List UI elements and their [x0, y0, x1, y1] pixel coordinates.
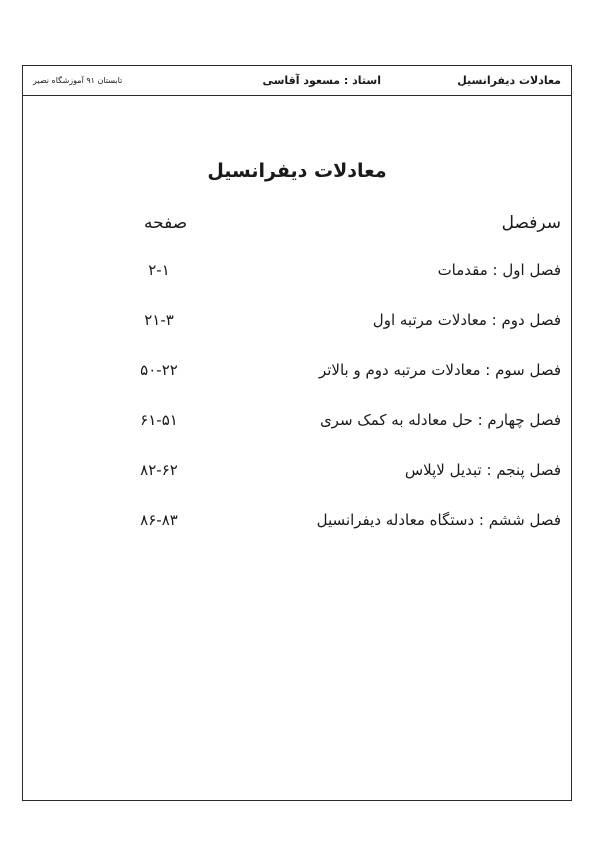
toc-page-range: ۸۲-۶۲	[140, 461, 178, 479]
toc-page-range: ۶۱-۵۱	[140, 411, 178, 429]
toc-row	[23, 261, 571, 311]
toc-row	[23, 461, 571, 511]
header-teacher-name: استاد : مسعود آقاسی	[262, 74, 381, 87]
page-frame	[22, 65, 572, 801]
page-header	[23, 66, 571, 96]
toc-chapter-title: فصل دوم : معادلات مرتبه اول	[372, 311, 561, 329]
toc-page-range: ۵۰-۲۲	[140, 361, 178, 379]
toc-row	[23, 311, 571, 361]
toc-row	[23, 411, 571, 461]
header-course-name: معادلات دیفرانسیل	[457, 74, 561, 87]
toc-chapter-title: فصل ششم : دستگاه معادله دیفرانسیل	[316, 511, 561, 529]
toc-page-range: ۸۶-۸۳	[140, 511, 178, 529]
toc-row	[23, 511, 571, 561]
toc-row	[23, 361, 571, 411]
table-of-contents	[23, 261, 571, 561]
toc-page-range: ۲۱-۳	[144, 311, 174, 329]
column-header-chapter: سرفصل	[501, 213, 561, 233]
document-title: معادلات دیفرانسیل	[207, 160, 387, 182]
toc-chapter-title: فصل اول : مقدمات	[437, 261, 561, 279]
toc-page-range: ۲-۱	[148, 261, 170, 279]
toc-chapter-title: فصل پنجم : تبدیل لاپلاس	[404, 461, 561, 479]
toc-chapter-title: فصل چهارم : حل معادله به کمک سری	[319, 411, 561, 429]
toc-chapter-title: فصل سوم : معادلات مرتبه دوم و بالاتر	[318, 361, 561, 379]
header-term-info: تابستان ۹۱ آموزشگاه نصیر	[33, 76, 123, 85]
column-header-page: صفحه	[144, 213, 188, 233]
